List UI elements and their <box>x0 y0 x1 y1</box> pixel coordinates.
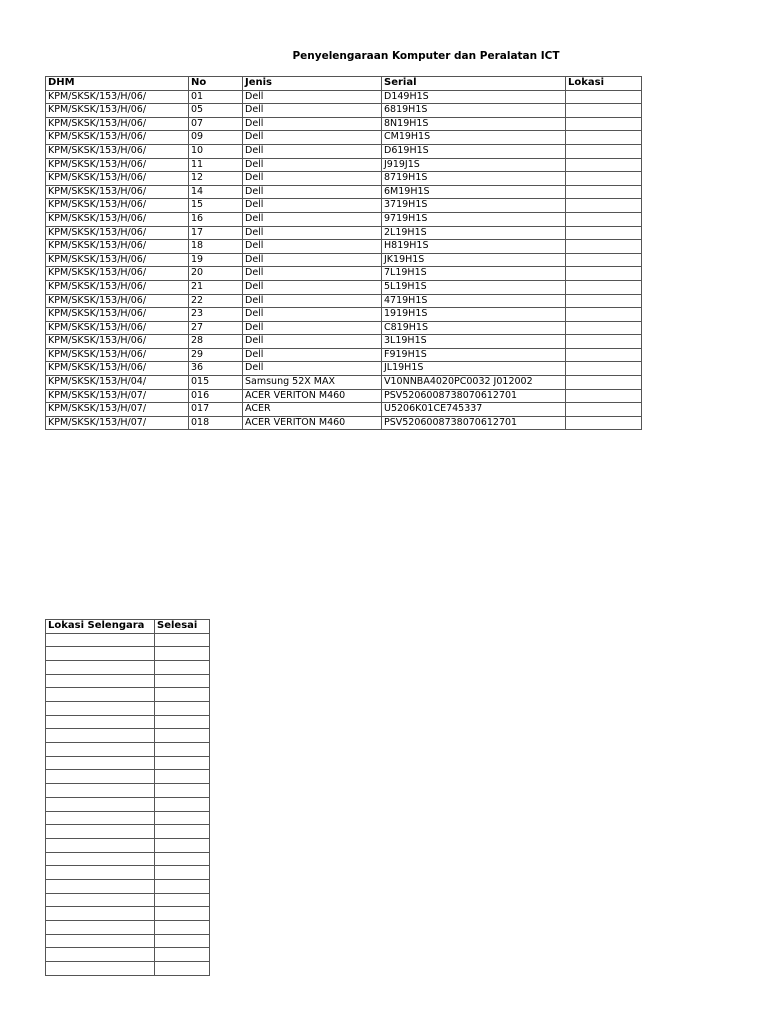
header-jenis: Jenis <box>243 77 382 91</box>
cell-selesai <box>155 688 210 702</box>
cell-lokasi-selengara <box>46 784 155 798</box>
cell-jenis: Dell <box>243 321 382 335</box>
table-row <box>46 688 210 702</box>
cell-selesai <box>155 797 210 811</box>
cell-no: 017 <box>189 403 243 417</box>
table-row <box>46 784 210 798</box>
table-row <box>46 879 210 893</box>
cell-dhm: KPM/SKSK/153/H/07/ <box>46 416 189 430</box>
cell-lokasi <box>566 376 642 390</box>
table-row <box>46 348 642 362</box>
cell-dhm: KPM/SKSK/153/H/06/ <box>46 131 189 145</box>
cell-jenis: Dell <box>243 280 382 294</box>
cell-lokasi <box>566 416 642 430</box>
header-lokasi: Lokasi <box>566 77 642 91</box>
cell-jenis: ACER VERITON M460 <box>243 416 382 430</box>
cell-no: 05 <box>189 104 243 118</box>
table-row <box>46 389 642 403</box>
cell-lokasi <box>566 308 642 322</box>
header-serial: Serial <box>382 77 566 91</box>
table-row <box>46 321 642 335</box>
cell-jenis: Dell <box>243 199 382 213</box>
cell-serial: F919H1S <box>382 348 566 362</box>
cell-dhm: KPM/SKSK/153/H/06/ <box>46 280 189 294</box>
cell-selesai <box>155 852 210 866</box>
cell-lokasi-selengara <box>46 921 155 935</box>
cell-dhm: KPM/SKSK/153/H/06/ <box>46 253 189 267</box>
cell-lokasi-selengara <box>46 866 155 880</box>
cell-lokasi <box>566 321 642 335</box>
cell-jenis: Dell <box>243 335 382 349</box>
cell-lokasi <box>566 389 642 403</box>
cell-selesai <box>155 948 210 962</box>
cell-dhm: KPM/SKSK/153/H/06/ <box>46 348 189 362</box>
cell-no: 18 <box>189 240 243 254</box>
table-row <box>46 294 642 308</box>
table-row <box>46 647 210 661</box>
table-row <box>46 90 642 104</box>
cell-selesai <box>155 825 210 839</box>
header-no: No <box>189 77 243 91</box>
table-row <box>46 199 642 213</box>
cell-lokasi <box>566 240 642 254</box>
cell-dhm: KPM/SKSK/153/H/06/ <box>46 104 189 118</box>
cell-dhm: KPM/SKSK/153/H/06/ <box>46 172 189 186</box>
cell-serial: 7L19H1S <box>382 267 566 281</box>
cell-no: 015 <box>189 376 243 390</box>
cell-jenis: Dell <box>243 267 382 281</box>
cell-dhm: KPM/SKSK/153/H/06/ <box>46 185 189 199</box>
cell-lokasi <box>566 348 642 362</box>
cell-lokasi-selengara <box>46 715 155 729</box>
cell-lokasi <box>566 280 642 294</box>
cell-no: 27 <box>189 321 243 335</box>
table-header-row <box>46 77 642 91</box>
cell-jenis: Dell <box>243 117 382 131</box>
cell-lokasi <box>566 144 642 158</box>
table-row <box>46 770 210 784</box>
cell-no: 16 <box>189 212 243 226</box>
table-row <box>46 144 642 158</box>
table-row <box>46 893 210 907</box>
cell-lokasi <box>566 131 642 145</box>
cell-serial: 4719H1S <box>382 294 566 308</box>
cell-serial: C819H1S <box>382 321 566 335</box>
cell-serial: 6M19H1S <box>382 185 566 199</box>
header-selesai: Selesai <box>155 620 210 634</box>
cell-no: 17 <box>189 226 243 240</box>
table-row <box>46 117 642 131</box>
cell-jenis: Samsung 52X MAX <box>243 376 382 390</box>
cell-lokasi-selengara <box>46 702 155 716</box>
cell-no: 19 <box>189 253 243 267</box>
cell-lokasi-selengara <box>46 811 155 825</box>
maintenance-location-table <box>45 619 210 976</box>
table-row <box>46 403 642 417</box>
cell-serial: 2L19H1S <box>382 226 566 240</box>
cell-serial: 9719H1S <box>382 212 566 226</box>
cell-lokasi-selengara <box>46 674 155 688</box>
cell-lokasi-selengara <box>46 825 155 839</box>
cell-no: 14 <box>189 185 243 199</box>
cell-jenis: Dell <box>243 362 382 376</box>
cell-selesai <box>155 702 210 716</box>
table-row <box>46 376 642 390</box>
document-title: Penyelengaraan Komputer dan Peralatan ICT <box>292 50 560 62</box>
cell-serial: JL19H1S <box>382 362 566 376</box>
cell-selesai <box>155 756 210 770</box>
cell-jenis: Dell <box>243 172 382 186</box>
cell-lokasi <box>566 253 642 267</box>
table-row <box>46 416 642 430</box>
table-row <box>46 212 642 226</box>
cell-lokasi-selengara <box>46 962 155 976</box>
cell-no: 23 <box>189 308 243 322</box>
cell-lokasi-selengara <box>46 647 155 661</box>
cell-no: 15 <box>189 199 243 213</box>
cell-selesai <box>155 907 210 921</box>
cell-lokasi-selengara <box>46 770 155 784</box>
cell-serial: 8N19H1S <box>382 117 566 131</box>
table-row <box>46 131 642 145</box>
cell-lokasi <box>566 403 642 417</box>
cell-selesai <box>155 647 210 661</box>
cell-lokasi <box>566 199 642 213</box>
cell-selesai <box>155 838 210 852</box>
cell-dhm: KPM/SKSK/153/H/06/ <box>46 117 189 131</box>
cell-dhm: KPM/SKSK/153/H/06/ <box>46 308 189 322</box>
table-row <box>46 715 210 729</box>
table-row <box>46 172 642 186</box>
cell-lokasi-selengara <box>46 852 155 866</box>
cell-lokasi-selengara <box>46 893 155 907</box>
table-row <box>46 852 210 866</box>
table-row <box>46 335 642 349</box>
cell-jenis: Dell <box>243 348 382 362</box>
cell-serial: D619H1S <box>382 144 566 158</box>
cell-jenis: Dell <box>243 158 382 172</box>
table-row <box>46 240 642 254</box>
cell-dhm: KPM/SKSK/153/H/06/ <box>46 199 189 213</box>
cell-jenis: Dell <box>243 212 382 226</box>
cell-jenis: Dell <box>243 253 382 267</box>
cell-lokasi-selengara <box>46 934 155 948</box>
cell-dhm: KPM/SKSK/153/H/06/ <box>46 226 189 240</box>
cell-lokasi <box>566 158 642 172</box>
cell-selesai <box>155 715 210 729</box>
cell-no: 36 <box>189 362 243 376</box>
table-row <box>46 825 210 839</box>
cell-no: 21 <box>189 280 243 294</box>
cell-dhm: KPM/SKSK/153/H/06/ <box>46 335 189 349</box>
cell-lokasi-selengara <box>46 948 155 962</box>
cell-no: 018 <box>189 416 243 430</box>
cell-selesai <box>155 921 210 935</box>
cell-serial: 6819H1S <box>382 104 566 118</box>
cell-selesai <box>155 784 210 798</box>
cell-selesai <box>155 962 210 976</box>
cell-no: 09 <box>189 131 243 145</box>
table-row <box>46 362 642 376</box>
table-row <box>46 838 210 852</box>
cell-selesai <box>155 879 210 893</box>
cell-dhm: KPM/SKSK/153/H/06/ <box>46 212 189 226</box>
table-header-row <box>46 620 210 634</box>
cell-jenis: Dell <box>243 240 382 254</box>
table-row <box>46 729 210 743</box>
cell-no: 22 <box>189 294 243 308</box>
table-row <box>46 660 210 674</box>
cell-jenis: ACER VERITON M460 <box>243 389 382 403</box>
cell-selesai <box>155 633 210 647</box>
cell-serial: PSV5206008738070612701 <box>382 416 566 430</box>
table-row <box>46 934 210 948</box>
cell-jenis: Dell <box>243 144 382 158</box>
cell-lokasi <box>566 104 642 118</box>
cell-lokasi <box>566 117 642 131</box>
cell-serial: V10NNBA4020PC0032 J012002 <box>382 376 566 390</box>
cell-lokasi <box>566 267 642 281</box>
table-row <box>46 226 642 240</box>
cell-no: 11 <box>189 158 243 172</box>
cell-selesai <box>155 674 210 688</box>
table-row <box>46 308 642 322</box>
cell-dhm: KPM/SKSK/153/H/06/ <box>46 321 189 335</box>
table-row <box>46 907 210 921</box>
cell-no: 01 <box>189 90 243 104</box>
table-row <box>46 633 210 647</box>
cell-dhm: KPM/SKSK/153/H/06/ <box>46 144 189 158</box>
cell-no: 016 <box>189 389 243 403</box>
table-row <box>46 253 642 267</box>
table-row <box>46 743 210 757</box>
table-row <box>46 811 210 825</box>
cell-dhm: KPM/SKSK/153/H/04/ <box>46 376 189 390</box>
cell-jenis: Dell <box>243 308 382 322</box>
cell-no: 29 <box>189 348 243 362</box>
table-row <box>46 921 210 935</box>
cell-lokasi-selengara <box>46 907 155 921</box>
cell-lokasi <box>566 172 642 186</box>
cell-jenis: Dell <box>243 294 382 308</box>
cell-lokasi-selengara <box>46 838 155 852</box>
table-row <box>46 797 210 811</box>
cell-selesai <box>155 729 210 743</box>
table-row <box>46 267 642 281</box>
table-row <box>46 756 210 770</box>
cell-selesai <box>155 743 210 757</box>
equipment-table <box>45 76 642 430</box>
cell-lokasi <box>566 335 642 349</box>
cell-no: 12 <box>189 172 243 186</box>
cell-jenis: Dell <box>243 185 382 199</box>
cell-lokasi-selengara <box>46 660 155 674</box>
cell-serial: D149H1S <box>382 90 566 104</box>
cell-lokasi <box>566 185 642 199</box>
cell-jenis: Dell <box>243 131 382 145</box>
cell-lokasi-selengara <box>46 797 155 811</box>
cell-lokasi-selengara <box>46 633 155 647</box>
cell-lokasi-selengara <box>46 756 155 770</box>
table-row <box>46 280 642 294</box>
cell-lokasi <box>566 90 642 104</box>
cell-lokasi <box>566 362 642 376</box>
cell-serial: U5206K01CE745337 <box>382 403 566 417</box>
table-row <box>46 866 210 880</box>
cell-serial: 5L19H1S <box>382 280 566 294</box>
table-row <box>46 158 642 172</box>
cell-dhm: KPM/SKSK/153/H/06/ <box>46 240 189 254</box>
cell-dhm: KPM/SKSK/153/H/07/ <box>46 403 189 417</box>
cell-jenis: Dell <box>243 90 382 104</box>
cell-selesai <box>155 934 210 948</box>
cell-serial: 1919H1S <box>382 308 566 322</box>
cell-no: 28 <box>189 335 243 349</box>
cell-no: 20 <box>189 267 243 281</box>
cell-selesai <box>155 893 210 907</box>
cell-dhm: KPM/SKSK/153/H/06/ <box>46 362 189 376</box>
cell-serial: 8719H1S <box>382 172 566 186</box>
cell-serial: 3L19H1S <box>382 335 566 349</box>
cell-no: 07 <box>189 117 243 131</box>
cell-lokasi-selengara <box>46 729 155 743</box>
table-row <box>46 185 642 199</box>
cell-jenis: ACER <box>243 403 382 417</box>
cell-lokasi-selengara <box>46 743 155 757</box>
table-row <box>46 962 210 976</box>
cell-dhm: KPM/SKSK/153/H/06/ <box>46 294 189 308</box>
cell-lokasi <box>566 212 642 226</box>
cell-jenis: Dell <box>243 104 382 118</box>
header-dhm: DHM <box>46 77 189 91</box>
table-row <box>46 104 642 118</box>
cell-serial: J919J1S <box>382 158 566 172</box>
cell-dhm: KPM/SKSK/153/H/07/ <box>46 389 189 403</box>
cell-lokasi <box>566 226 642 240</box>
cell-selesai <box>155 660 210 674</box>
cell-dhm: KPM/SKSK/153/H/06/ <box>46 158 189 172</box>
cell-selesai <box>155 811 210 825</box>
cell-serial: PSV5206008738070612701 <box>382 389 566 403</box>
cell-serial: H819H1S <box>382 240 566 254</box>
table-row <box>46 674 210 688</box>
cell-serial: 3719H1S <box>382 199 566 213</box>
table-row <box>46 702 210 716</box>
cell-serial: CM19H1S <box>382 131 566 145</box>
cell-selesai <box>155 770 210 784</box>
cell-lokasi <box>566 294 642 308</box>
cell-lokasi-selengara <box>46 879 155 893</box>
header-lokasi-selengara: Lokasi Selengara <box>46 620 155 634</box>
table-row <box>46 948 210 962</box>
cell-jenis: Dell <box>243 226 382 240</box>
cell-dhm: KPM/SKSK/153/H/06/ <box>46 90 189 104</box>
cell-lokasi-selengara <box>46 688 155 702</box>
cell-no: 10 <box>189 144 243 158</box>
cell-dhm: KPM/SKSK/153/H/06/ <box>46 267 189 281</box>
cell-serial: JK19H1S <box>382 253 566 267</box>
cell-selesai <box>155 866 210 880</box>
